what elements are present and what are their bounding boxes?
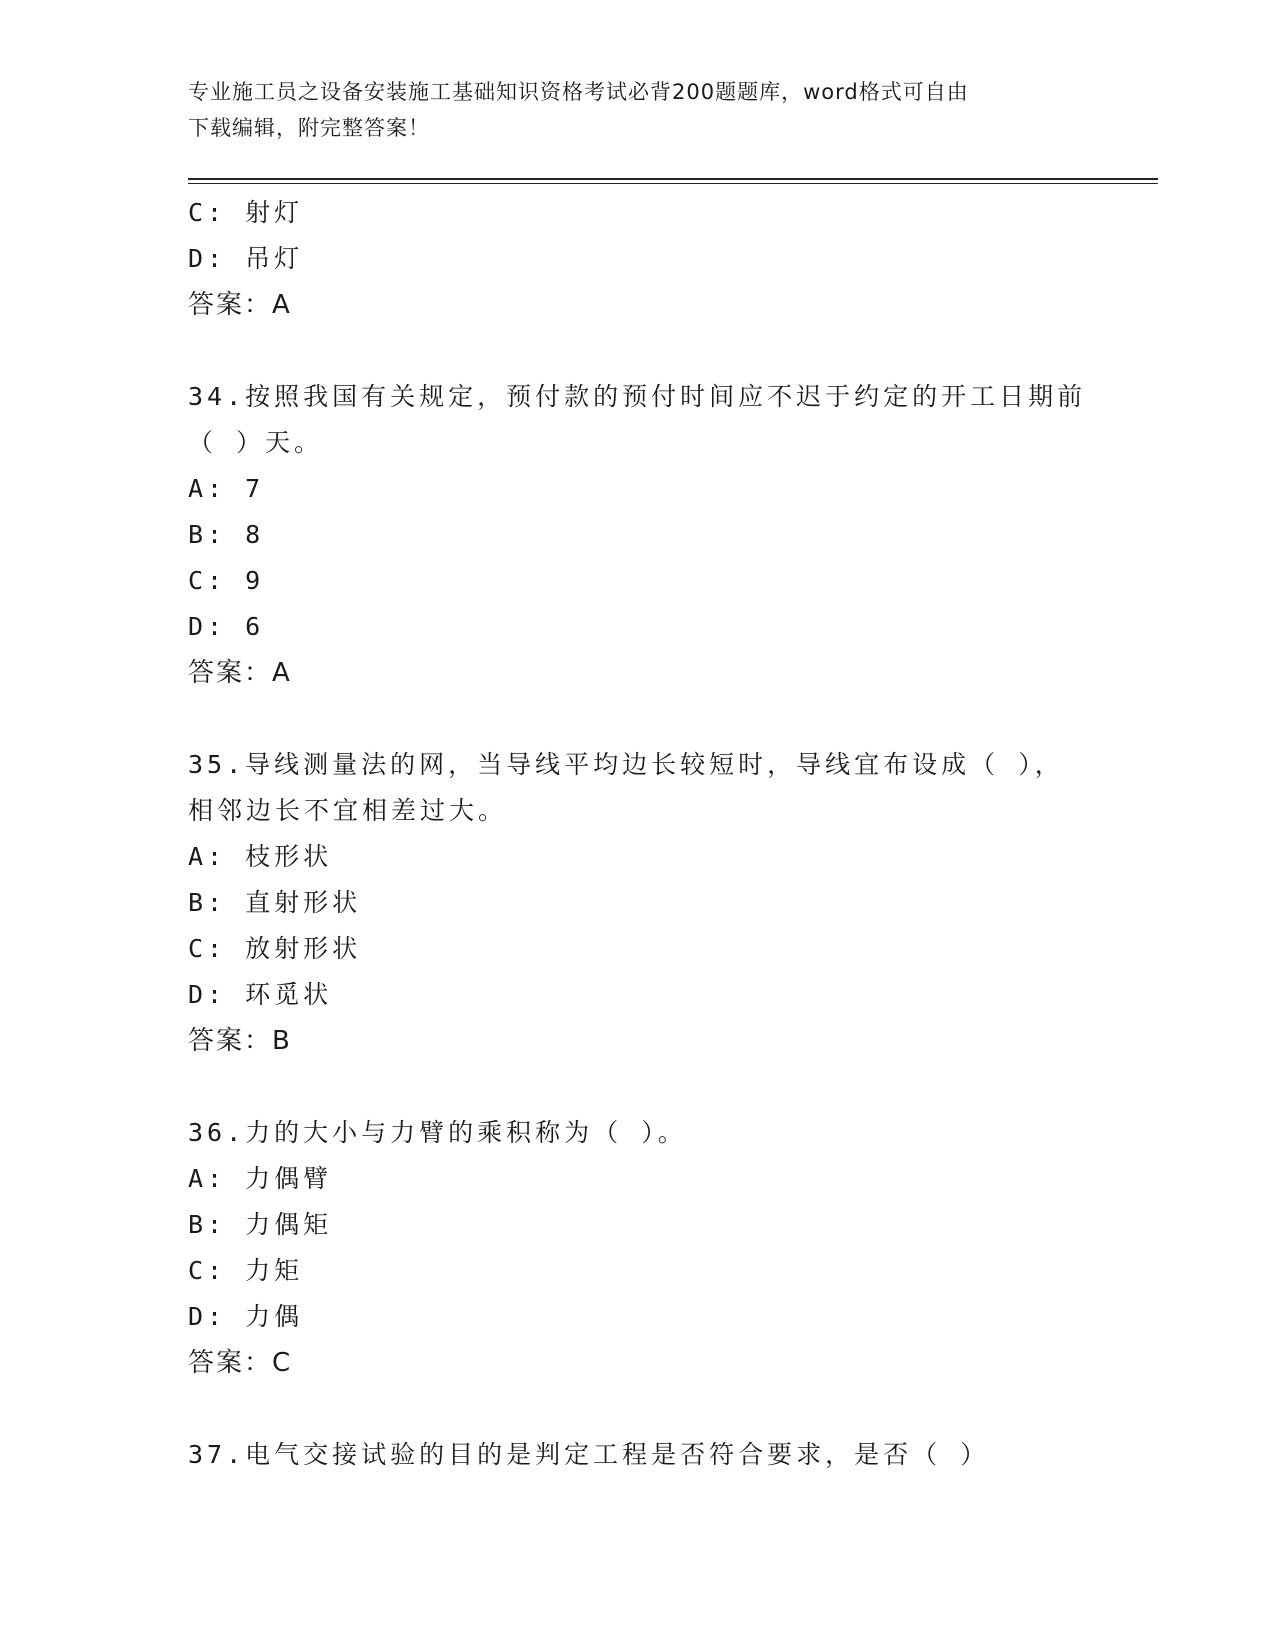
- question-text: 37.电气交接试验的目的是判定工程是否符合要求，是否（ ）: [188, 1440, 990, 1469]
- header-rule: [188, 178, 1158, 180]
- question-text: 相邻边长不宜相差过大。: [188, 796, 508, 825]
- question-37: [188, 1432, 1088, 1478]
- option-line: B: 力偶矩: [188, 1210, 333, 1239]
- option-line: B: 直射形状: [188, 888, 362, 917]
- answer-line: 答案：A: [188, 290, 292, 320]
- option-line: D: 吊灯: [188, 244, 304, 273]
- question-content: [188, 190, 1088, 1478]
- question-text: 35.导线测量法的网，当导线平均边长较短时，导线宜布设成（ ），: [188, 750, 1064, 779]
- question-text: 34.按照我国有关规定，预付款的预付时间应不迟于约定的开工日期前: [188, 382, 1087, 411]
- option-line: D: 6: [188, 612, 265, 641]
- answer-line: 答案：A: [188, 658, 292, 688]
- option-line: A: 7: [188, 474, 265, 503]
- header-line-1: 专业施工员之设备安装施工基础知识资格考试必背200题题库，word格式可自由: [188, 80, 969, 104]
- page-header: [188, 74, 1088, 146]
- header-line-2: 下载编辑，附完整答案！: [188, 116, 430, 140]
- answer-line: 答案：C: [188, 1348, 293, 1378]
- question-text: 36.力的大小与力臂的乘积称为（ ）。: [188, 1118, 687, 1147]
- option-line: C: 放射形状: [188, 934, 362, 963]
- option-line: C: 力矩: [188, 1256, 304, 1285]
- header-rule-thin: [188, 183, 1158, 184]
- answer-line: 答案：B: [188, 1026, 292, 1056]
- question-text: （ ）天。: [188, 428, 324, 457]
- question-34: [188, 374, 1088, 696]
- option-line: D: 环觅状: [188, 980, 333, 1009]
- option-line: B: 8: [188, 520, 265, 549]
- question-36: [188, 1110, 1088, 1386]
- option-line: A: 力偶臂: [188, 1164, 333, 1193]
- option-line: C: 射灯: [188, 198, 304, 227]
- question-35: [188, 742, 1088, 1064]
- option-line: A: 枝形状: [188, 842, 333, 871]
- option-line: D: 力偶: [188, 1302, 304, 1331]
- option-line: C: 9: [188, 566, 265, 595]
